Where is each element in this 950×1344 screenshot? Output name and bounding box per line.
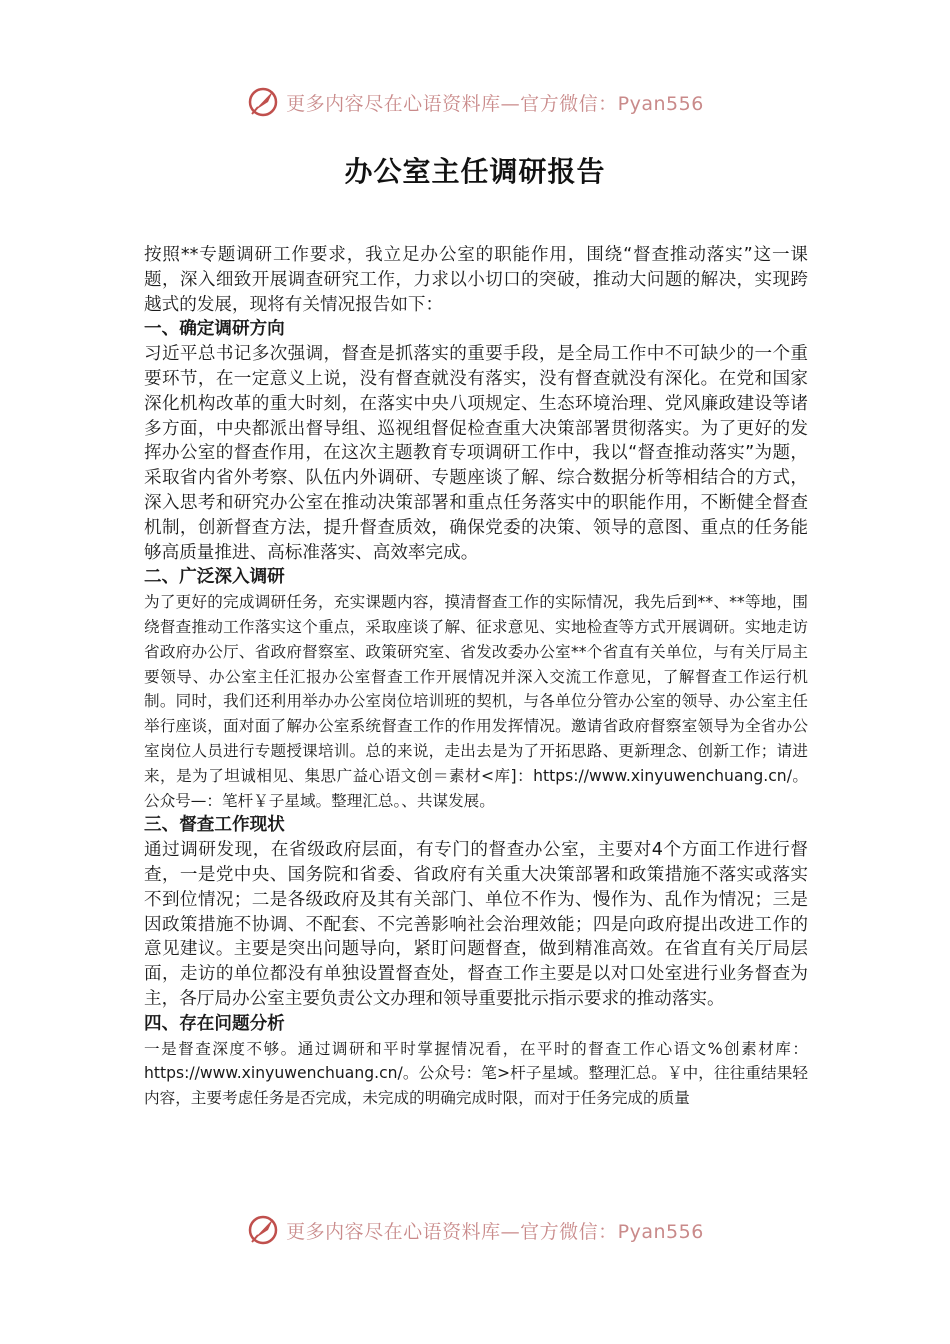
section-body-2: 为了更好的完成调研任务，充实课题内容，摸清督查工作的实际情况，我先后到**、**等地，围绕督查推动工作落实这个重点，采取座谈了解、征求意见、实地检查等方式开展调研。实地走访省政府办公厅、省政府督察室、政策研究室、省发改委办公室**个省直有关单位，与有关厅局主要领导、办公室主任汇报办公室督查工作开展情况并深入交流工作意见，了解督查工作运行机制。同时，我们还利用举办办公室岗位培训班的契机，与各单位分管办公室的领导、办公室主任举行座谈，面对面了解办公室系统督查工作的作用发挥情况。邀请省政府督察室领导为全省办公室岗位人员进行专题授课培训。总的来说，走出去是为了开拓思路、更新理念、创新工作；请进来，是为了坦诚相见、集思广益心语文创＝素材<库]：https://www.xinyuwenchuang.cn/。公众号—：笔杆￥子星域。整理汇总。、共谋发展。 — [144, 593, 808, 810]
document-title: 办公室主任调研报告 — [344, 155, 606, 188]
section-heading-2: 二、广泛深入调研 — [144, 567, 285, 588]
section-heading-3: 三、督查工作现状 — [144, 815, 285, 836]
section-heading-4: 四、存在问题分析 — [144, 1013, 285, 1034]
quill-logo-icon — [246, 85, 280, 119]
section-body-3: 通过调研发现，在省级政府层面，有专门的督查办公室，主要对4个方面工作进行督查，一是党中央、国务院和省委、省政府有关重大决策部署和政策措施不落实或落实不到位情况；二是各级政府及其有关部门、单位不作为、慢作为、乱作为情况；三是因政策措施不协调、不配套、不完善影响社会治理效能；四是向政府提出改进工作的意见建议。主要是突出问题导向，紧盯问题督查，做到精准高效。在省直有关厅局层面，走访的单位都没有单独设置督查处，督查工作主要是以对口处室进行业务督查为主，各厅局办公室主要负责公文办理和领导重要批示指示要求的推动落实。 — [144, 840, 808, 1009]
watermark-text: 更多内容尽在心语资料库—官方微信：Pyan556 — [286, 1220, 704, 1243]
quill-logo-icon — [246, 1213, 280, 1247]
footer-watermark-banner — [0, 1208, 950, 1252]
intro-paragraph: 按照**专题调研工作要求，我立足办公室的职能作用，围绕“督查推动落实”这一课题，深入细致开展调查研究工作，力求以小切口的突破，推动大问题的解决，实现跨越式的发展，现将有关情况报告如下： — [144, 245, 808, 315]
section-body-4: 一是督查深度不够。通过调研和平时掌握情况看，在平时的督查工作心语文%创素材库：https://www.xinyuwenchuang.cn/。公众号：笔>杆子星域。整理汇总。￥中，往往重结果轻内容，主要考虑任务是否完成，未完成的明确完成时限，而对于任务完成的质量 — [144, 1039, 808, 1108]
document-body — [144, 243, 808, 1111]
watermark-text: 更多内容尽在心语资料库—官方微信：Pyan556 — [286, 92, 704, 115]
section-body-1: 习近平总书记多次强调，督查是抓落实的重要手段，是全局工作中不可缺少的一个重要环节，在一定意义上说，没有督查就没有落实，没有督查就没有深化。在党和国家深化机构改革的重大时刻，在落实中央八项规定、生态环境治理、党风廉政建设等诸多方面，中央都派出督导组、巡视组督促检查重大决策部署贯彻落实。为了更好的发挥办公室的督查作用，在这次主题教育专项调研工作中，我以“督查推动落实”为题，采取省内省外考察、队伍内外调研、专题座谈了解、综合数据分析等相结合的方式，深入思考和研究办公室在推动决策部署和重点任务落实中的职能作用，不断健全督查机制，创新督查方法，提升督查质效，确保党委的决策、领导的意图、重点的任务能够高质量推进、高标准落实、高效率完成。 — [144, 344, 808, 563]
header-watermark-banner — [0, 80, 950, 124]
section-heading-1: 一、确定调研方向 — [144, 319, 285, 340]
